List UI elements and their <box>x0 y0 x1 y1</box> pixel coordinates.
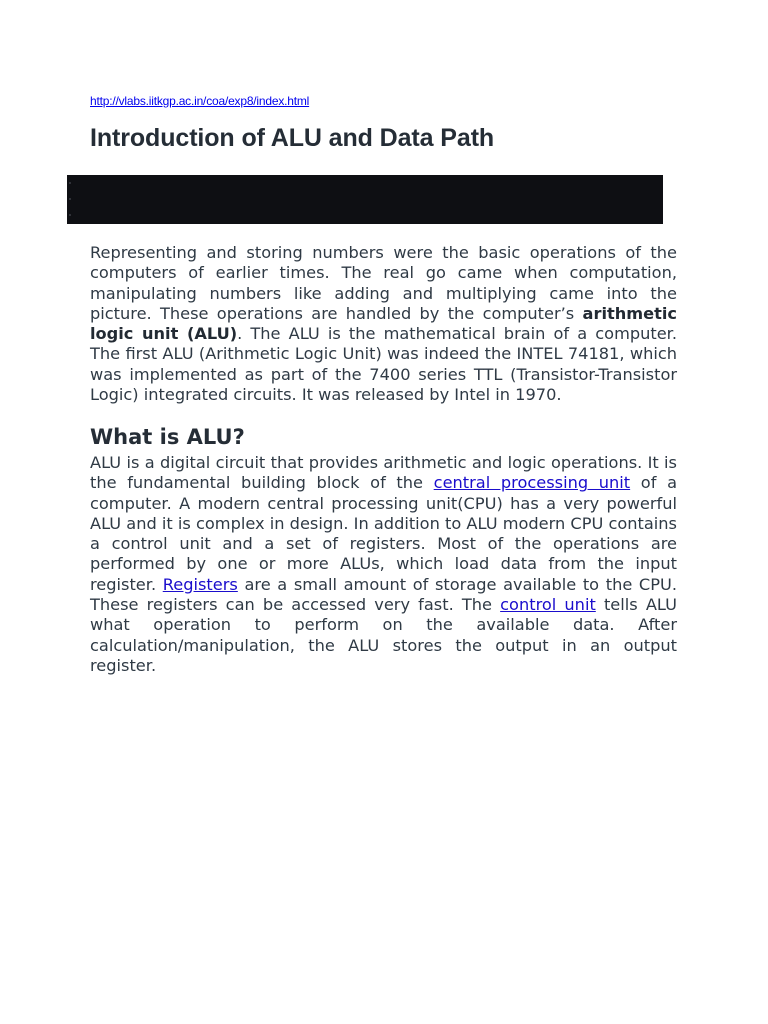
bullet-dot <box>69 198 71 200</box>
control-unit-link[interactable]: control unit <box>500 595 596 615</box>
alu-text: of a computer. A modern central processing unit(CPU) has a very powerful ALU and it is complex in design. In addition to ALU modern CPU contains a control unit and a set of registers. Most of the operations are performed by one or more ALUs, which load data from the input register. <box>90 473 677 594</box>
alu-text: tells ALU what operation to perform on the available data. After calculation/manipulation, the ALU stores the output in an output register. <box>90 595 677 675</box>
cpu-link[interactable]: central processing unit <box>433 473 631 493</box>
intro-paragraph <box>90 243 677 405</box>
source-url-link[interactable]: http://vlabs.iitkgp.ac.in/coa/exp8/index.html <box>90 94 310 108</box>
page-title: Introduction of ALU and Data Path <box>90 124 495 152</box>
alu-bold-term: arithmetic logic unit (ALU) <box>90 303 677 344</box>
intro-text: Representing and storing numbers were the basic operations of the computers of earlier times. The real go came when computation, manipulating numbers like adding and multiplying came into the picture. These operations are handled by the computer’s <box>90 243 677 323</box>
section-heading: What is ALU? <box>90 425 245 449</box>
intro-text: . The ALU is the mathematical brain of a computer. The first ALU (Arithmetic Logic Unit) was indeed the INTEL 74181, which was implemented as part of the 7400 series TTL (Transistor-Transistor Logic) integrated circuits. It was released by Intel in 1970. <box>90 324 678 405</box>
alu-text: ALU is a digital circuit that provides arithmetic and logic operations. It is the fundamental building block of the <box>90 453 677 493</box>
bullet-dot <box>69 182 71 184</box>
registers-link[interactable]: Registers <box>162 574 238 594</box>
dark-banner <box>67 175 663 224</box>
alu-paragraph <box>90 453 677 676</box>
bullet-dot <box>69 214 71 216</box>
alu-text: are a small amount of storage available to the CPU. These registers can be accessed very fast. The <box>90 574 677 615</box>
